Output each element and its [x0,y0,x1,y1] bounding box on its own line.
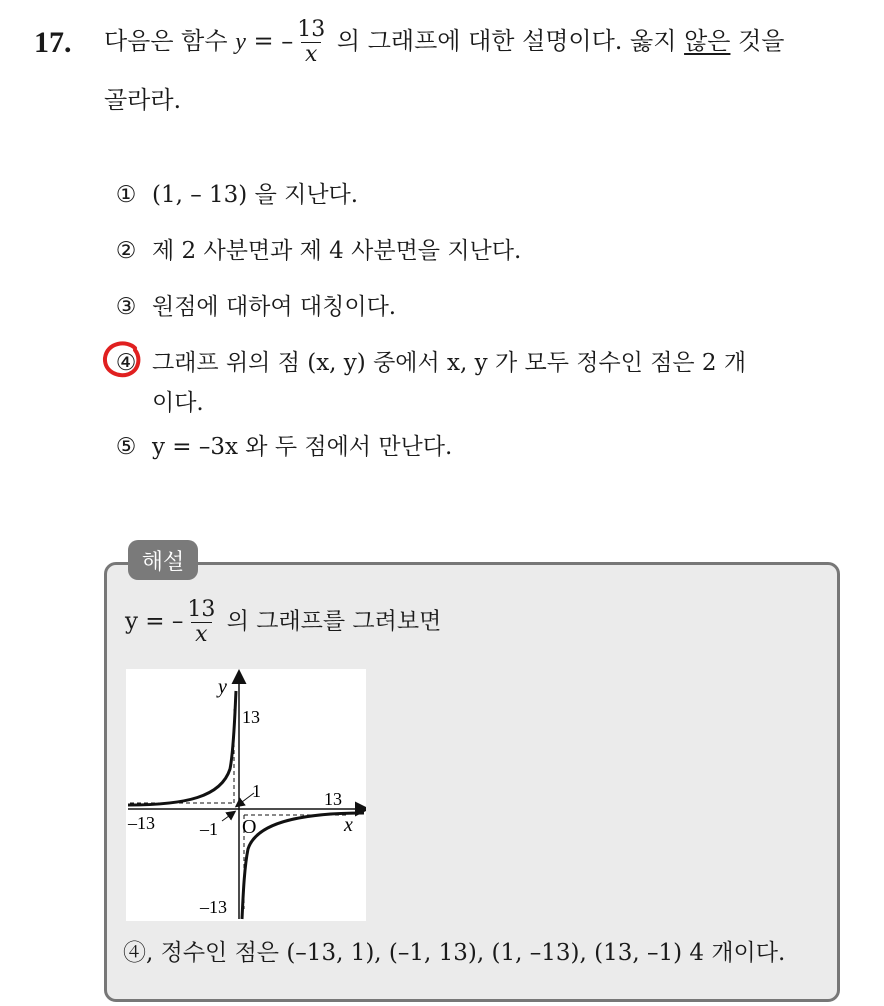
tick-neg1: –1 [200,819,218,839]
question-text-end: 것을 [738,27,785,56]
tick-13-right: 13 [324,789,342,809]
hyperbola-graph [126,669,366,921]
choice-2[interactable] [112,232,521,265]
pointer-neg1 [222,813,233,821]
function-lhs: y [235,29,246,56]
question-line-2: 골라라. [104,86,182,114]
choice-number: ⑤ [115,434,137,460]
choice-text: y = –3x 와 두 점에서 만난다. [152,434,453,460]
solution-line-1 [125,598,441,647]
tick-1: 1 [252,781,261,801]
fraction-denominator: x [301,42,321,67]
solution-answer: ④, 정수인 점은 (–13, 1), (–1, 13), (1, –13), (13, –1) 4 개이다. [123,940,786,966]
curve-quadrant-2 [128,691,236,805]
choice-4-continued: 이다. [152,390,204,416]
choice-number: ① [115,182,137,208]
question-underlined: 않은 [684,27,731,56]
question-number: 17. [34,26,72,59]
y-axis-label: y [218,676,227,698]
choice-number: ② [115,238,137,264]
fraction-numerator: 13 [297,17,326,42]
tick-neg13-left: –13 [128,813,155,833]
function-eq: = – [253,27,294,56]
solution-rest: 의 그래프를 그려보면 [226,608,442,635]
function-fraction [295,18,327,67]
graph-svg [126,669,366,921]
choice-text: (1, – 13) 을 지난다. [152,182,359,208]
choice-text: 그래프 위의 점 (x, y) 중에서 x, y 가 모두 정수인 점은 2 개 [152,350,747,376]
choice-1[interactable] [112,176,358,209]
solution-tab: 해설 [128,540,198,580]
answer-circle-mark [101,340,145,380]
choice-5[interactable] [112,428,452,461]
question-text-before: 다음은 함수 [104,27,228,56]
solution-fraction [185,598,217,647]
choice-text: 원점에 대하여 대칭이다. [152,294,397,320]
choice-number: ③ [115,294,137,320]
x-axis-label: x [344,814,353,836]
question-text-after: 의 그래프에 대한 설명이다. 옳지 [336,27,677,56]
solution-lhs: y = – [125,608,184,635]
solution-denominator: x [191,622,211,647]
origin-label: O [242,816,257,838]
choice-4[interactable] [112,344,746,377]
choice-3[interactable] [112,288,396,321]
choice-text: 제 2 사분면과 제 4 사분면을 지난다. [152,238,522,264]
tick-neg13-bottom: –13 [200,897,227,917]
choice-number: ④ [115,350,137,376]
solution-numerator: 13 [187,597,216,622]
tick-13-top: 13 [242,707,260,727]
question-line-1 [104,18,784,67]
